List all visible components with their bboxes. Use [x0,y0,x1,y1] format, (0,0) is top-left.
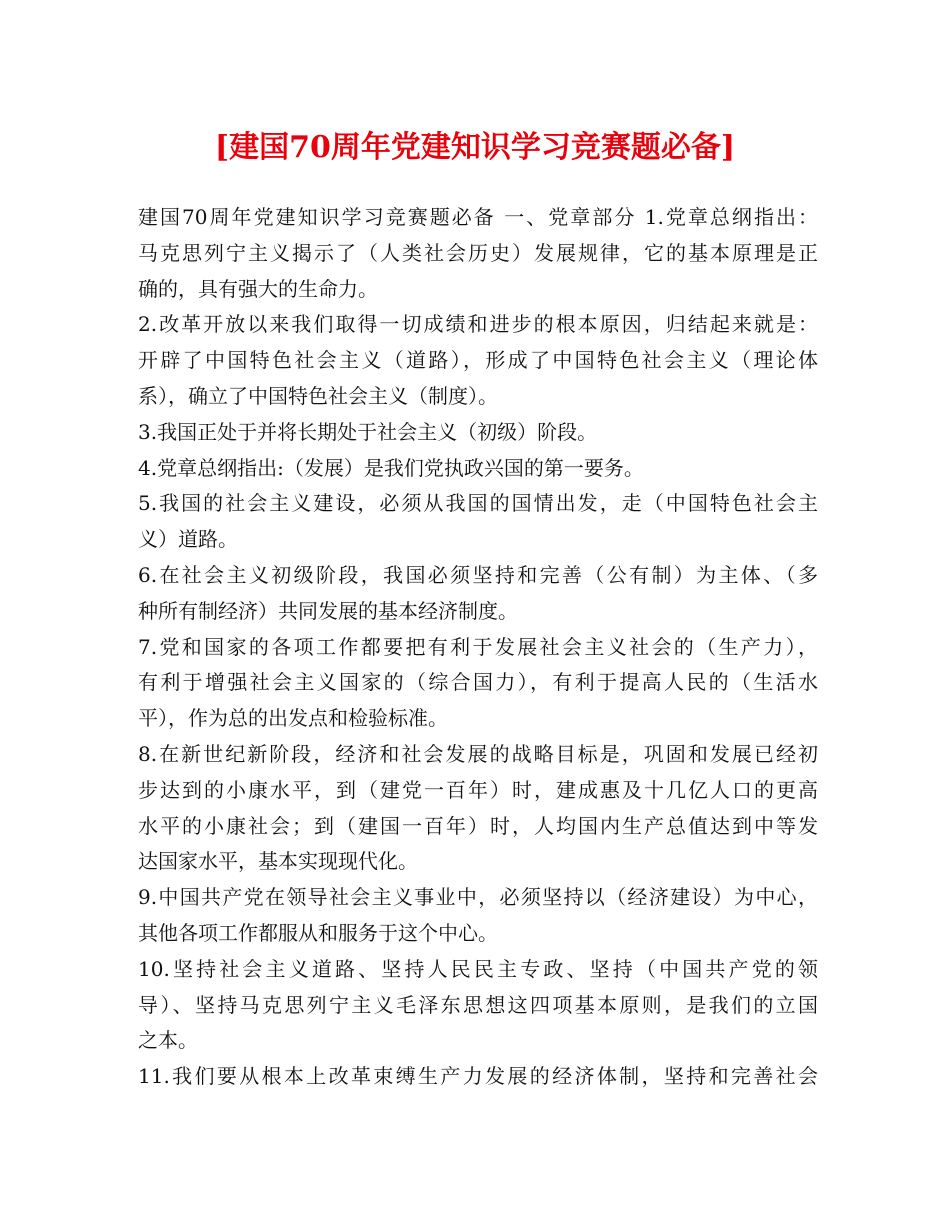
body-line: 系），确立了中国特色社会主义（制度）。 [138,383,498,408]
body-line: 义）道路。 [138,527,238,552]
body-line: 2.改革开放以来我们取得一切成绩和进步的根本原因，归结起来就是： [138,312,818,337]
body-line: 种所有制经济）共同发展的基本经济制度。 [138,598,518,623]
body-line: 确的，具有强大的生命力。 [138,276,378,301]
body-line: 其他各项工作都服从和服务于这个中心。 [138,920,498,945]
body-line: 导）、坚持马克思列宁主义毛泽东思想这四项基本原则，是我们的立国 [138,992,818,1017]
body-line: 10.坚持社会主义道路、坚持人民民主专政、坚持（中国共产党的领 [138,956,818,981]
body-line: 4.党章总纲指出:（发展）是我们党执政兴国的第一要务。 [138,455,644,480]
body-line: 开辟了中国特色社会主义（道路），形成了中国特色社会主义（理论体 [138,348,818,373]
body-line: 9.中国共产党在领导社会主义事业中，必须坚持以（经济建设）为中心， [138,885,818,910]
body-line: 8.在新世纪新阶段，经济和社会发展的战略目标是，巩固和发展已经初 [138,741,818,766]
body-line: 之本。 [138,1028,198,1053]
body-line: 6.在社会主义初级阶段，我国必须坚持和完善（公有制）为主体、（多 [138,562,818,587]
body-line: 平），作为总的出发点和检验标准。 [138,706,448,731]
body-line: 步达到的小康水平，到（建党一百年）时，建成惠及十几亿人口的更高 [138,777,818,802]
body-line: 水平的小康社会；到（建国一百年）时，人均国内生产总值达到中等发 [138,813,818,838]
body-line: 11.我们要从根本上改革束缚生产力发展的经济体制，坚持和完善社会 [138,1064,818,1089]
body-line: 7.党和国家的各项工作都要把有利于发展社会主义社会的（生产力）， [138,634,818,659]
body-line: 5.我国的社会主义建设，必须从我国的国情出发，走（中国特色社会主 [138,491,818,516]
document-title: [建国70周年党建知识学习竞赛题必备] [214,130,736,165]
document-body [138,200,818,1095]
body-line: 有利于增强社会主义国家的（综合国力），有利于提高人民的（生活水 [138,670,818,695]
body-line: 达国家水平，基本实现现代化。 [138,849,418,874]
body-line: 建国70周年党建知识学习竞赛题必备 一、党章部分 1.党章总纲指出： [138,205,818,229]
body-line: 马克思列宁主义揭示了（人类社会历史）发展规律，它的基本原理是正 [138,240,818,265]
body-line: 3.我国正处于并将长期处于社会主义（初级）阶段。 [138,419,598,444]
